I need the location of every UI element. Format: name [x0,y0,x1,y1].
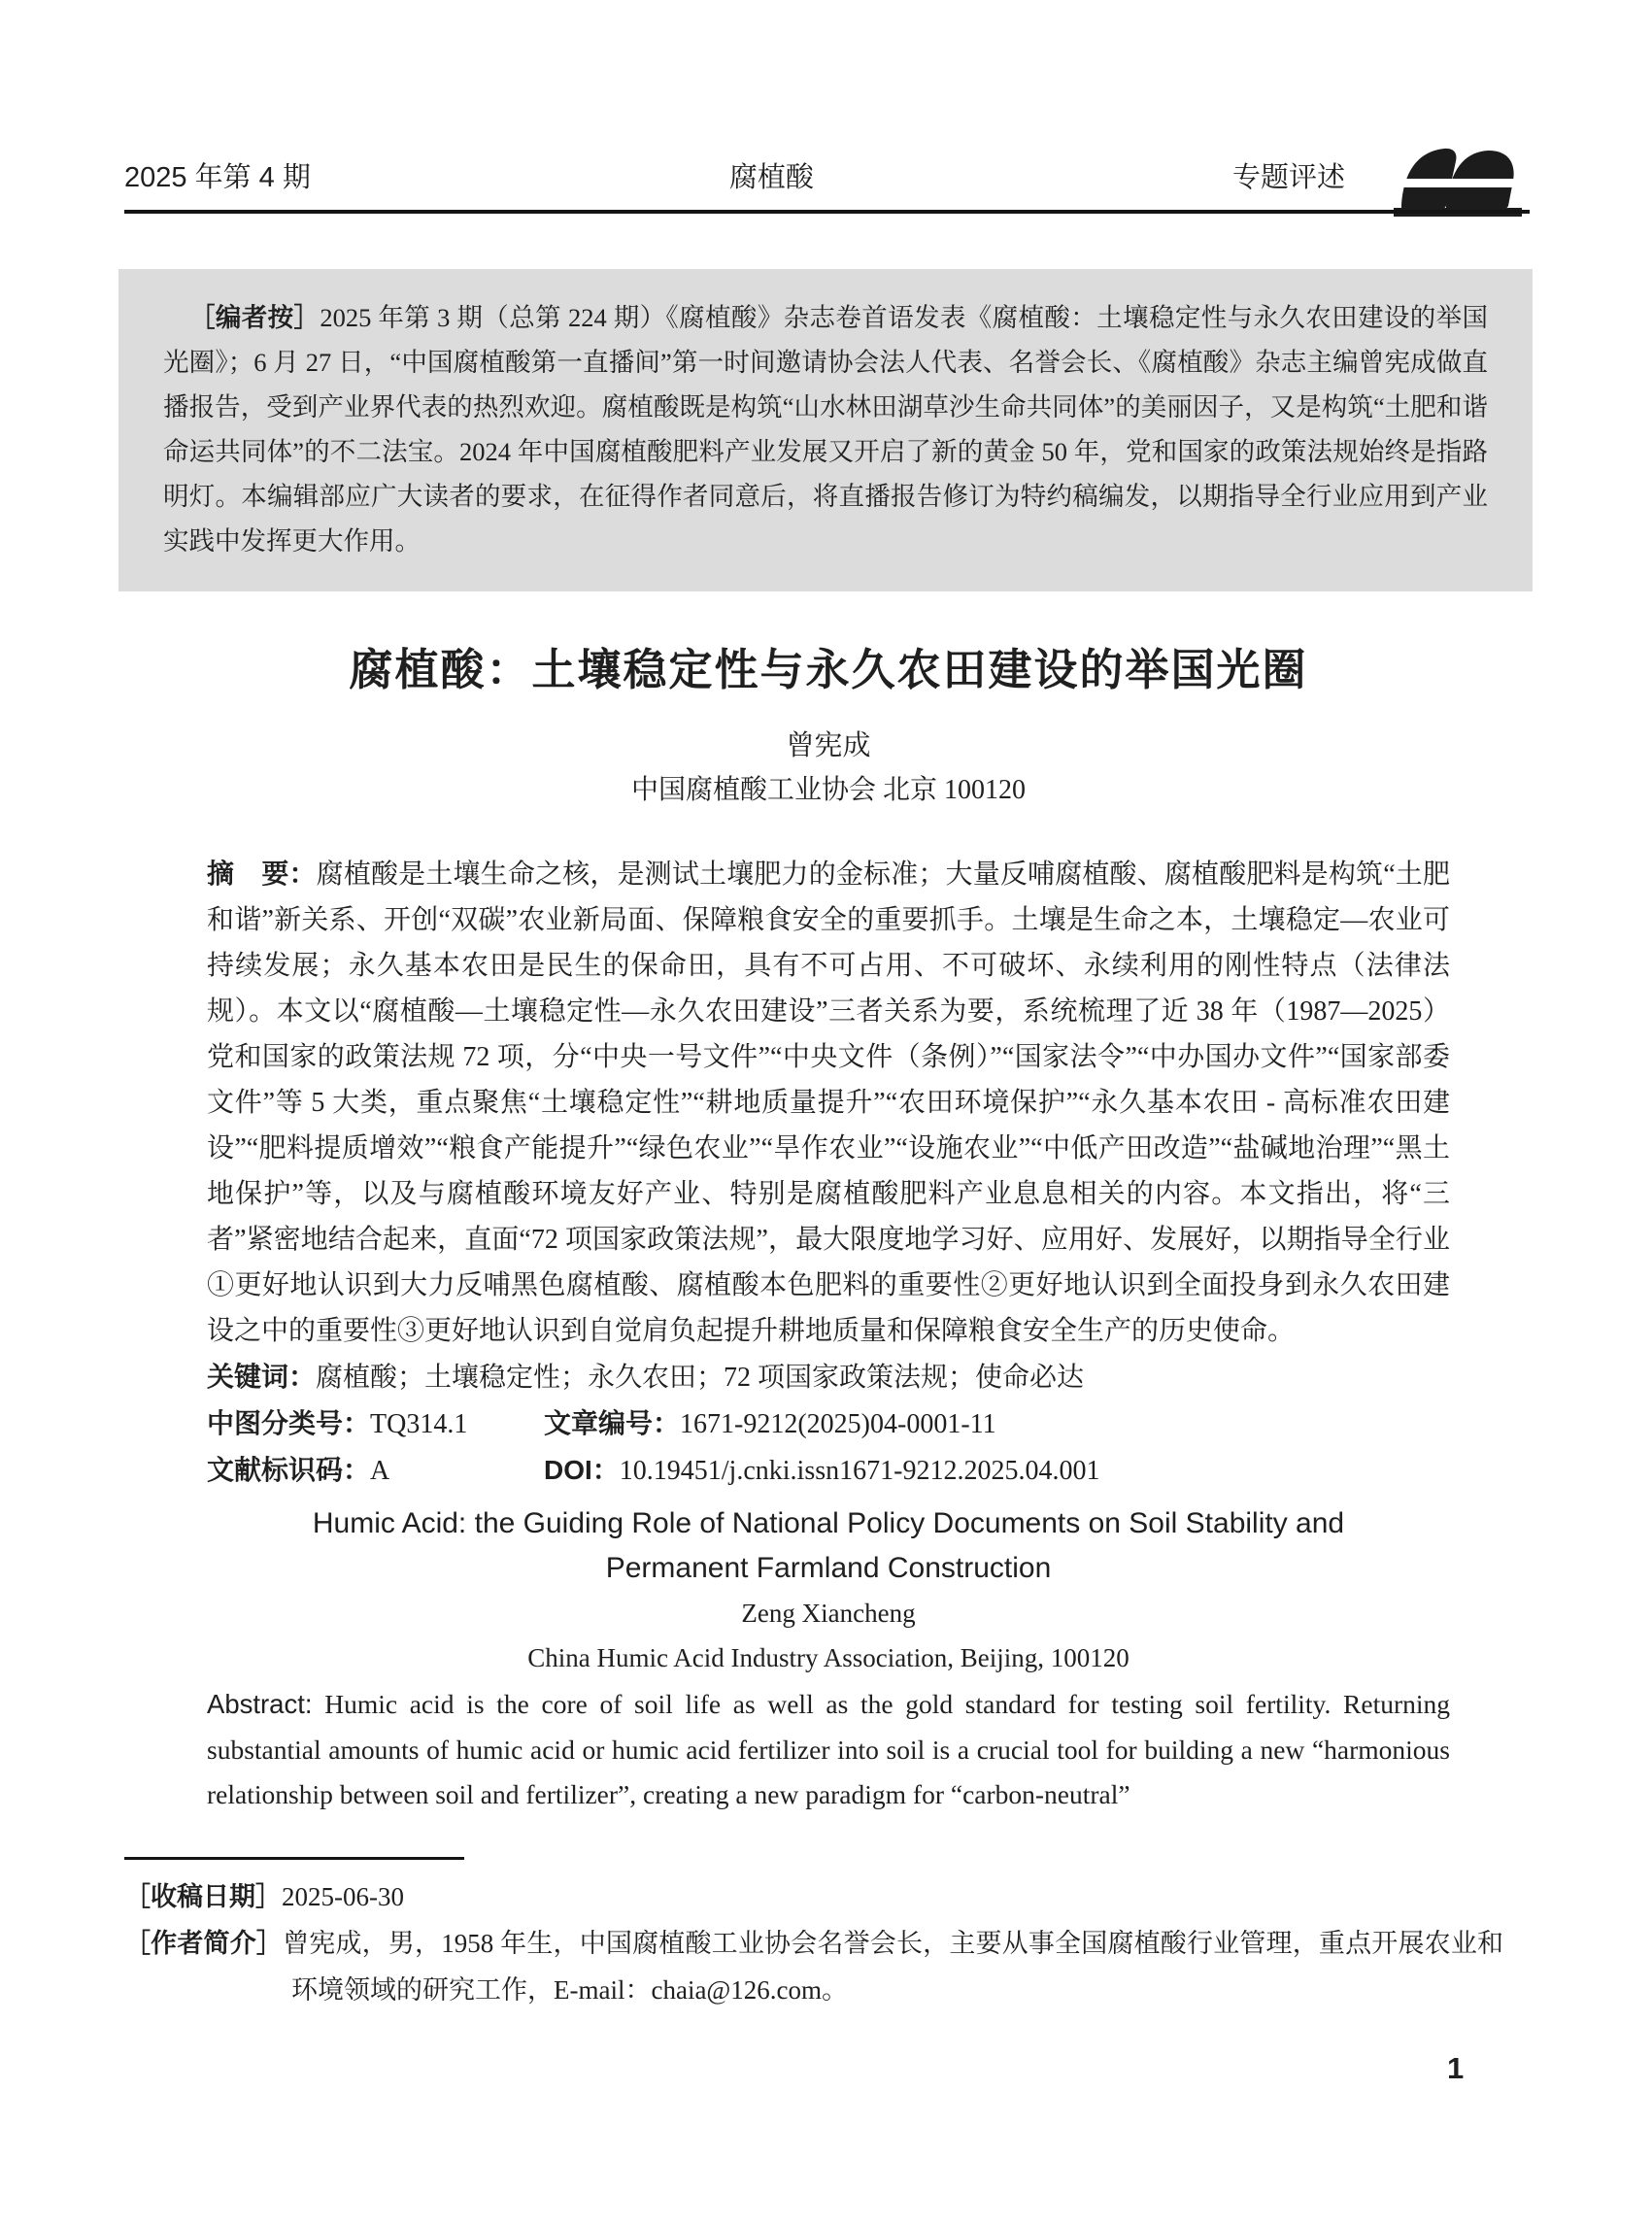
article-no-value: 1671-9212(2025)04-0001-11 [680,1409,996,1439]
article-affiliation: 中国腐植酸工业协会 北京 100120 [630,775,1026,805]
english-title-line1: Humic Acid: the Guiding Role of National Policy Documents on Soil Stability and [312,1507,1345,1539]
doi-label: DOI： [544,1455,620,1485]
doi-cell [544,1447,1450,1494]
header-issue: 2025 年第 4 期 [124,162,311,193]
english-title [207,1501,1450,1591]
header-column-label: 专题评述 [1231,162,1345,193]
article-title: 腐植酸：土壤稳定性与永久农田建设的举国光圈 [349,645,1308,694]
doc-code-value: A [370,1456,390,1486]
meta-row-doccode [207,1447,1450,1494]
editor-note-label: ［编者按］ [189,303,320,332]
editor-note-box [118,269,1533,591]
english-abstract-label: Abstract: [207,1689,313,1719]
english-affiliation: China Humic Acid Industry Association, Beijing, 100120 [527,1643,1129,1672]
article-main-column [207,641,1450,1818]
article-author: 曾宪成 [786,730,871,761]
journal-logo-icon [1390,142,1528,219]
author-bio-label: ［作者简介］ [124,1929,284,1958]
author-bio-line [124,1920,1503,2013]
received-date-value: 2025-06-30 [282,1882,404,1911]
page-header [124,138,1530,194]
header-journal-title: 腐植酸 [728,162,814,193]
english-abstract-paragraph [207,1682,1450,1818]
footnote-divider [124,1857,464,1860]
english-author: Zeng Xiancheng [741,1599,916,1628]
clc-value: TQ314.1 [370,1409,468,1439]
meta-row-classification [207,1400,1450,1447]
clc-cell [207,1400,544,1447]
doi-value: 10.19451/j.cnki.issn1671-9212.2025.04.001 [619,1456,1100,1486]
footnote-block [124,1857,1503,2013]
page-number: 1 [1447,2051,1465,2085]
english-title-line2: Permanent Farmland Construction [605,1552,1052,1584]
header-divider [124,210,1530,214]
keywords-line [207,1354,1450,1400]
keywords-label: 关键词： [207,1362,317,1392]
article-no-cell [544,1400,1450,1447]
doc-code-label: 文献标识码： [207,1455,371,1485]
abstract-paragraph [207,851,1450,1354]
clc-label: 中图分类号： [207,1408,371,1438]
article-no-label: 文章编号： [544,1408,681,1438]
abstract-label: 摘 要： [207,859,317,889]
english-abstract-text: Humic acid is the core of soil life as well as the gold standard for testing soil fertility. Returning substantial amounts of humic acid or humic acid fertilizer into soil is a crucial tool for building a new “harmonious relationship between soil and fertilizer”, creating a new paradigm for “carbon-neutral” [207,1689,1451,1809]
keywords-text: 腐植酸；土壤稳定性；永久农田；72 项国家政策法规；使命必达 [316,1363,1085,1393]
abstract-text: 腐植酸是土壤生命之核，是测试土壤肥力的金标准；大量反哺腐植酸、腐植酸肥料是构筑“土肥和谐”新关系、开创“双碳”农业新局面、保障粮食安全的重要抓手。土壤是生命之本，土壤稳定—农业可持续发展；永久基本农田是民生的保命田，具有不可占用、不可破坏、永续利用的刚性特点（法律法规）。本文以“腐植酸—土壤稳定性—永久农田建设”三者关系为要，系统梳理了近 38 年（1987—2025）党和国家的政策法规 72 项，分“中央一号文件”“中央文件（条例）”“国家法令”“中办国办文件”“国家部委文件”等 5 大类，重点聚焦“土壤稳定性”“耕地质量提升”“农田环境保护”“永久基本农田 - 高标准农田建设”“肥料提质增效”“粮食产能提升”“绿色农业”“旱作农业”“设施农业”“中低产田改造”“盐碱地治理”“黑土地保护”等，以及与腐植酸环境友好产业、特别是腐植酸肥料产业息息相关的内容。本文指出，将“三者”紧密地结合起来，直面“72 项国家政策法规”，最大限度地学习好、应用好、发展好，以期指导全行业①更好地认识到大力反哺黑色腐植酸、腐植酸本色肥料的重要性②更好地认识到全面投身到永久农田建设之中的重要性③更好地认识到自觉肩负起提升耕地质量和保障粮食安全生产的历史使命。 [207,860,1450,1346]
received-date-label: ［收稿日期］ [124,1882,282,1911]
doc-code-cell [207,1447,544,1494]
editor-note-paragraph [163,295,1488,563]
author-bio-value: 曾宪成，男，1958 年生，中国腐植酸工业协会名誉会长，主要从事全国腐植酸行业管理，重点开展农业和环境领域的研究工作，E-mail：chaia@126.com。 [283,1929,1504,2005]
received-date-line [124,1873,1503,1920]
editor-note-text: 2025 年第 3 期（总第 224 期）《腐植酸》杂志卷首语发表《腐植酸：土壤稳定性与永久农田建设的举国光圈》；6 月 27 日，“中国腐植酸第一直播间”第一时间邀请协会法人代表、名誉会长、《腐植酸》杂志主编曾宪成做直播报告，受到产业界代表的热烈欢迎。腐植酸既是构筑“山水林田湖草沙生命共同体”的美丽因子，又是构筑“土肥和谐命运共同体”的不二法宝。2024 年中国腐植酸肥料产业发展又开启了新的黄金 50 年，党和国家的政策法规始终是指路明灯。本编辑部应广大读者的要求，在征得作者同意后，将直播报告修订为特约稿编发，以期指导全行业应用到产业实践中发挥更大作用。 [163,303,1489,556]
